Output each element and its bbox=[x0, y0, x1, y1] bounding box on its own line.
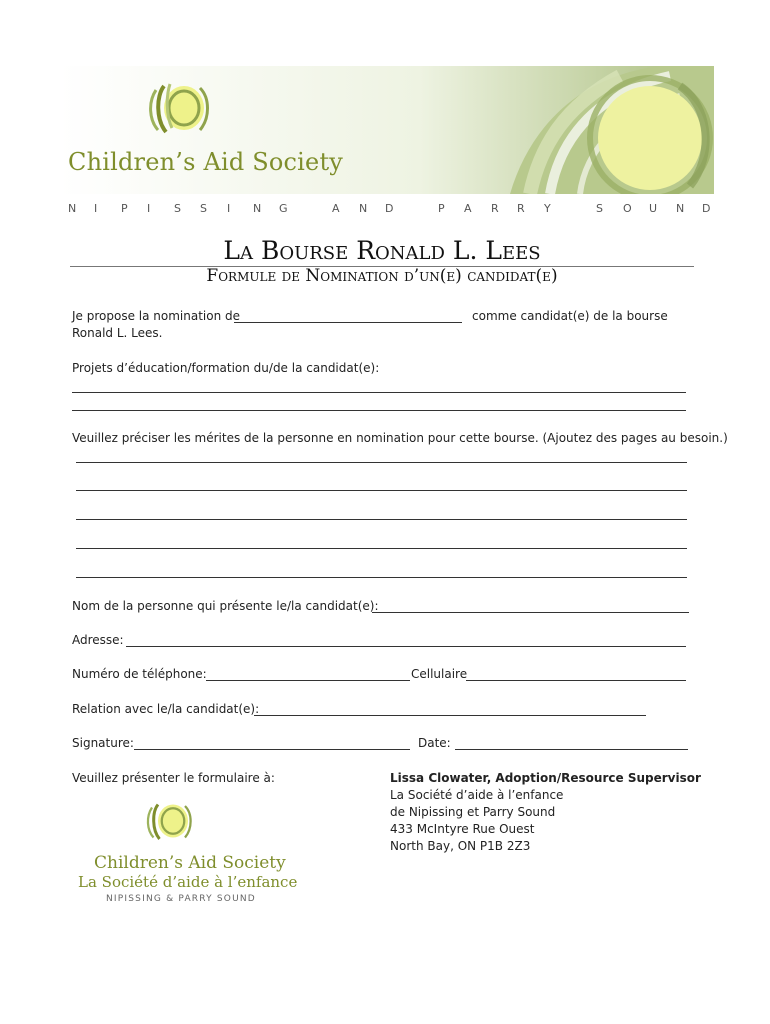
region-letter: A bbox=[464, 202, 472, 215]
projects-field-line-2[interactable] bbox=[72, 410, 686, 411]
cell-label: Cellulaire bbox=[411, 667, 468, 681]
date-label: Date: bbox=[418, 736, 451, 750]
region-letter: N bbox=[68, 202, 77, 215]
signature-label: Signature: bbox=[72, 736, 134, 750]
region-letter: R bbox=[491, 202, 499, 215]
date-field[interactable] bbox=[455, 749, 688, 750]
region-letter: N bbox=[359, 202, 368, 215]
nomination-prefix: Je propose la nomination de bbox=[72, 309, 241, 323]
org-name: Children’s Aid Society bbox=[68, 148, 344, 176]
phone-field[interactable] bbox=[206, 680, 410, 681]
contact-line-4: North Bay, ON P1B 2Z3 bbox=[390, 839, 531, 853]
region-letter: O bbox=[623, 202, 632, 215]
region-letter: U bbox=[649, 202, 658, 215]
merits-field-line-4[interactable] bbox=[76, 548, 687, 549]
merits-field-line-2[interactable] bbox=[76, 490, 687, 491]
projects-field-line-1[interactable] bbox=[72, 392, 686, 393]
region-letter: D bbox=[702, 202, 711, 215]
relation-label: Relation avec le/la candidat(e): bbox=[72, 702, 260, 716]
merits-field-line-3[interactable] bbox=[76, 519, 687, 520]
relation-field[interactable] bbox=[254, 715, 646, 716]
merits-label: Veuillez préciser les mérites de la personne en nomination pour cette bourse. (Ajoutez des pages au besoin.) bbox=[72, 431, 728, 445]
region-letter: P bbox=[121, 202, 128, 215]
region-tagline bbox=[68, 202, 711, 218]
footer-org-name-en: Children’s Aid Society bbox=[94, 853, 286, 873]
contact-line-3: 433 McIntyre Rue Ouest bbox=[390, 822, 535, 836]
region-letter: D bbox=[385, 202, 394, 215]
signature-field[interactable] bbox=[134, 749, 410, 750]
region-letter: N bbox=[676, 202, 685, 215]
region-letter: S bbox=[174, 202, 181, 215]
region-letter: I bbox=[94, 202, 98, 215]
merits-field-line-1[interactable] bbox=[76, 462, 687, 463]
logo-mark-icon bbox=[140, 76, 220, 140]
nomination-suffix: comme candidat(e) de la bourse bbox=[472, 309, 668, 323]
presenter-name-field[interactable] bbox=[372, 612, 689, 613]
footer-logo-mark-icon bbox=[140, 796, 200, 846]
cell-field[interactable] bbox=[466, 680, 686, 681]
contact-line-1: La Société d’aide à l’enfance bbox=[390, 788, 564, 802]
footer-org-name-fr: La Société d’aide à l’enfance bbox=[78, 873, 298, 891]
region-letter: Y bbox=[544, 202, 551, 215]
submit-label: Veuillez présenter le formulaire à: bbox=[72, 771, 275, 785]
phone-label: Numéro de téléphone: bbox=[72, 667, 207, 681]
address-field[interactable] bbox=[126, 646, 686, 647]
presenter-label: Nom de la personne qui présente le/la candidat(e): bbox=[72, 599, 379, 613]
projects-label: Projets d’éducation/formation du/de la candidat(e): bbox=[72, 361, 380, 375]
region-letter: S bbox=[596, 202, 603, 215]
region-letter: R bbox=[517, 202, 525, 215]
footer-region: NIPISSING & PARRY SOUND bbox=[106, 894, 256, 904]
region-letter: I bbox=[227, 202, 231, 215]
merits-field-line-5[interactable] bbox=[76, 577, 687, 578]
region-letter: N bbox=[253, 202, 262, 215]
region-letter: S bbox=[200, 202, 207, 215]
contact-name: Lissa Clowater, Adoption/Resource Supervisor bbox=[390, 771, 701, 785]
nomination-line-2: Ronald L. Lees. bbox=[72, 326, 163, 340]
region-letter: P bbox=[438, 202, 445, 215]
region-letter: G bbox=[279, 202, 288, 215]
address-label: Adresse: bbox=[72, 633, 124, 647]
nominee-name-field[interactable] bbox=[234, 322, 462, 323]
contact-line-2: de Nipissing et Parry Sound bbox=[390, 805, 556, 819]
page-title: La Bourse Ronald L. Lees bbox=[223, 236, 541, 265]
region-letter: I bbox=[147, 202, 151, 215]
region-letter: A bbox=[332, 202, 340, 215]
page-subtitle: Formule de Nomination d’un(e) candidat(e) bbox=[206, 266, 558, 286]
